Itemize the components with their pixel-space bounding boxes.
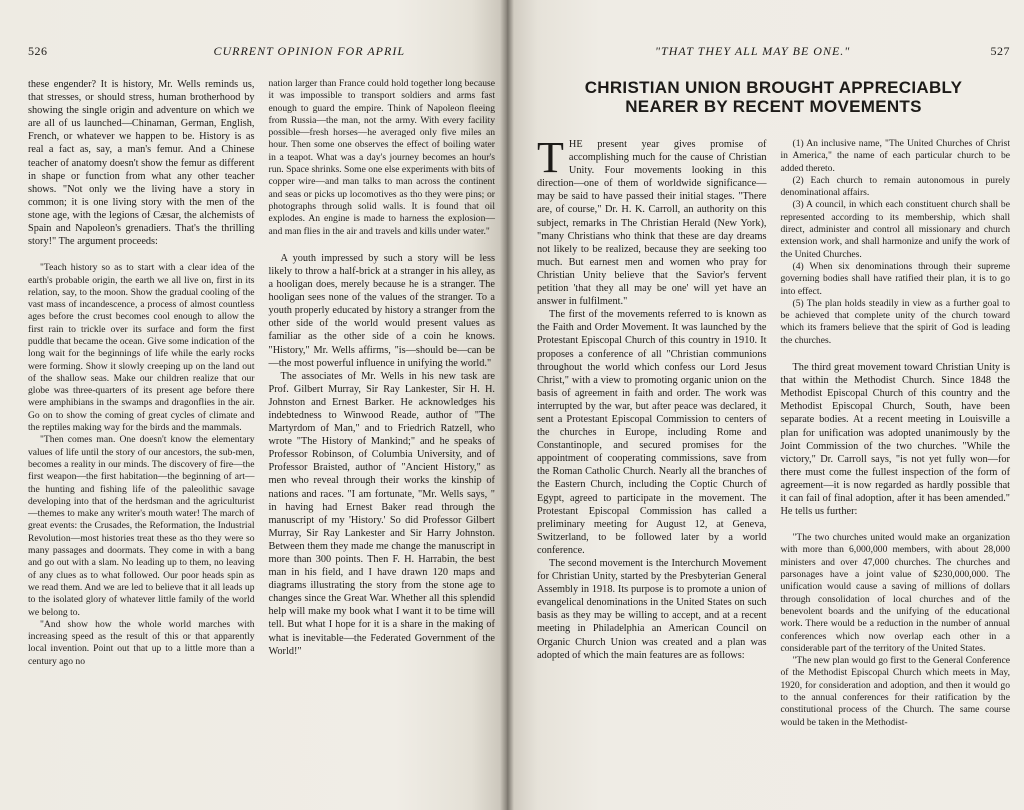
left-page-number: 526	[28, 44, 48, 58]
headline-line-1: CHRISTIAN UNION BROUGHT APPRECIABLY	[584, 78, 963, 97]
right-running-title: "THAT THEY ALL MAY BE ONE."	[655, 44, 851, 58]
quote-paragraph: "The two churches united would make an organization with more than 6,000,000 members, with about 28,000 ministers and over 47,000 churches. The churches and parsonages have a joint value of $230,000,000. The unification would cause a saving of millions of dollars through consolidation of local churches and of the benevolent boards and the unifying of the educational work. There would be a reduction in the number of annual conferences which now overlap each other in a considerable part of the territory of the United States.	[780, 532, 1010, 654]
plan-feature-item: (2) Each church to remain autonomous in purely denominational affairs.	[780, 174, 1010, 199]
lead-text: HE present year gives promise of accomplishing much for the cause of Christian Unity. Four movements looking in this direction—one of them of worldwide significance—may be said to have passed their initial stages. "There are, of course," Dr. H. K. Carroll, an authority on this subject, remarks in The Christian Herald (New York), "many Christians who think that these are day dreams not likely to be realized, because they are seeking too much. But earnest men and women who pray for Christian Unity believe that the Savior's fervent petition 'that they all may be one' will yet have an answer in fulfilment."	[537, 139, 767, 308]
plan-feature-item: (5) The plan holds steadily in view as a further goal to be achieved that complete unity of the church toward which its framers believe that the spirit of God is leading the churches.	[780, 297, 1010, 346]
left-running-title: CURRENT OPINION FOR APRIL	[213, 44, 405, 58]
right-running-head	[537, 44, 1010, 62]
quote-paragraph: "And show how the whole world marches with increasing speed as the result of this or that apparently local invention. Point out that up to a little more than a century ago no	[28, 618, 255, 667]
quote-paragraph: nation larger than France could hold together long because it was impossible to transport soldiers and arms fast enough to guard the empire. Think of Napoleon fleeing from Russia—the man, not the army. With every facility possible—fresh horses—he averaged only five miles an hour. Then some one observes the effect of boiling water in a teapot. What was a day's journey becomes an hour's run. Space shrinks. Some one else experiments with bits of copper wire—and man talks to man across the continent and seas or picks up locomotives as tho they were pins; or photographs through solid walls. It is found that oil explodes. An engine is made to harness the explosion—and man flies in the air and travels and kills under water."	[268, 78, 495, 237]
paragraph: The first of the movements referred to is known as the Faith and Order Movement. It was launched by the Protestant Episcopal Church of this country in 1910. It proposes a conference of all "Christian communions throughout the world which confess our Lord Jesus Christ," with a view to promoting organic union on the basis of agreement in faith and order. The work was interrupted by the war, but after peace was declared, it sent a Protestant Episcopal Commission to centers of the churches in Europe, including Rome and Constantinople, and secured promises for the appointment of cooperating commissions, save from the Roman Catholic Church. Nearly all the branches of the Eastern Church, including the Coptic Church of Egypt, agreed to participate in the movement. The Protestant Episcopal Commission has called a preliminary meeting for August 12, at Geneva, Switzerland, to be followed later by a world conference.	[537, 309, 767, 556]
article-headline	[537, 78, 1010, 116]
quote-paragraph: "Then comes man. One doesn't know the elementary values of life until the story of our ancestors, the sub-men, becomes a reality in our minds. The discovery of fire—the first weapon—the first habitation—the beginning of art—the hunting and fishing life of the paleolithic savage developing into that of the herdsman and the agriculturist—themes to make any writer's mouth water! The march of great events: the Crusades, the Reformation, the Industrial Revolution—most histories treat these as tho they were so many passages and doormats. They come in with a bang and go out with a slam. No leading up to them, no leaving of any clues as to what followed. Our poor heads spin as we read them. And we are led to believe that it all leads up to the isolated glory of whatever little family of the world we belong to.	[28, 434, 255, 618]
right-page-number: 527	[990, 44, 1010, 58]
right-page	[507, 0, 1024, 810]
book-gutter-shadow	[500, 0, 514, 810]
paragraph: A youth impressed by such a story will be less likely to throw a half-brick at a stranger in his alley, as a hooligan does, merely because he is a stranger. The hooligan sees none of the values of the stranger. To a youth properly educated by history a stranger from the other side of the world would present values as familiar as the other side of a coin he knows. "History," Mr. Wells affirms, "is—should be—can be—the most powerful influence in unifying the world."	[268, 252, 495, 369]
left-column-1	[28, 78, 255, 668]
left-page	[0, 0, 507, 810]
quote-paragraph: "Teach history so as to start with a clear idea of the earth's probable origin, the earth we all live on, first in its relation, say, to the moon. Show the gradual cooling of the vast mass of incandescence, a process of almost countless ages before the crust becomes cool enough to allow the first rain to trickle over its surface and form the first puddle that became the ocean. Give some indication of the long wait for the beginnings of life while the early rocks were forming. Show it slowly creeping up on the land out of the shallow seas. Make our children realize that our globe was three-quarters of its present age before there were amphibians in the swamps and dragonflies in the air. Go on to show the coming of great cycles of climate and the reptiles making way for the birds and the mammals.	[28, 262, 255, 434]
paragraph: The second movement is the Interchurch Movement for Christian Unity, started by the Presbyterian General Assembly in 1918. Its purpose is to promote a union of evangelical denominations in the United States on such basis as they may be willing to accept, and at a recent meeting in Philadelphia an American Council on Organic Church Union was created and a plan was adopted of which the main features are as follows:	[537, 558, 767, 661]
paragraph: these engender? It is history, Mr. Wells reminds us, that stresses, or should stress, human brotherhood by showing the single origin and adventure on which we are all of us launched—Chinaman, German, English, French, or whatever we happen to be. History is as real a fact as, say, a man's femur. And a Chinese teacher of anatomy doesn't show the femur as different in shape or function from what any other teacher shows. "Not only we the living have a story in common; it is one living story with the men of the stone age, with the legions of Cæsar, the alchemists of Spain and Napoleon's grenadiers. That's the thrilling story!" The argument proceeds:	[28, 79, 255, 248]
left-columns	[28, 78, 495, 668]
right-columns	[537, 133, 1010, 729]
headline-line-2: NEARER BY RECENT MOVEMENTS	[625, 97, 922, 116]
plan-feature-item: (3) A council, in which each constituent church shall be represented according to its membership, which shall direct, administer and control all missionary and church extension work, and shall harmonize and unify the work of the United Churches.	[780, 199, 1010, 260]
left-running-head	[28, 44, 495, 62]
plan-feature-item: (1) An inclusive name, "The United Churches of Christ in America," the name of each particular church to be added thereto.	[780, 138, 1010, 174]
right-column-1	[537, 133, 767, 729]
quote-paragraph: "The new plan would go first to the General Conference of the Methodist Episcopal Church which meets in May, 1920, for consideration and adoption, and then it would go to the annual conferences for their ratification by the constitutional process of the Church. The same course would be taken in the Methodist-	[780, 655, 1010, 728]
plan-feature-item: (4) When six denominations through their supreme governing bodies shall have ratified their plan, it is to go into effect.	[780, 260, 1010, 297]
left-column-2	[269, 78, 496, 668]
drop-cap: T	[537, 133, 564, 182]
right-column-2	[781, 138, 1011, 729]
paragraph: The associates of Mr. Wells in his new task are Prof. Gilbert Murray, Sir Ray Lankester, Sir H. H. Johnston and Ernest Barker. He acknowledges his indebtedness to Winwood Reade, author of "The Martyrdom of Man," and to Friedrich Ratzell, who wrote "The History of Mankind;" and he speaks of Professor Robinson, of Columbia University, and of Professor Braisted, author of "Ancient History," as men who reveal through their works the kinship of nations and races. "I am fortunate, "Mr. Wells says, " in having had Ernest Baker read through the manuscript of my 'History.' So did Professor Gilbert Murray, Sir Ray Lankester and Sir Harry Johnston. Between them they made me change the manuscript in more than 300 points. Then F. H. Harrabin, the best man in his field, and I have drawn 120 maps and diagrams illustrating the story from the stone age to changes since the Great War. Whether all this splendid help will make my book what I want it to be time will tell. But what I hope for it is a share in the making of what is inevitable—the Federated Government of the World!"	[268, 370, 495, 657]
lead-paragraph	[537, 133, 767, 308]
paragraph: The third great movement toward Christian Unity is that within the Methodist Church. Since 1848 the Methodist Episcopal Church of this country and the Methodist Episcopal Church, South, have been separate bodies. At a recent meeting in Louisville a plan for unification was adopted unanimously by the Joint Commission of the two churches. "While the victory," Dr. Carroll says, "is not yet fully won—for there must come the fullest inspection of the form of agreement—it is now regarded as hardly possible that it can fail of final adoption, after it has been amended." He tells us further:	[780, 362, 1010, 518]
